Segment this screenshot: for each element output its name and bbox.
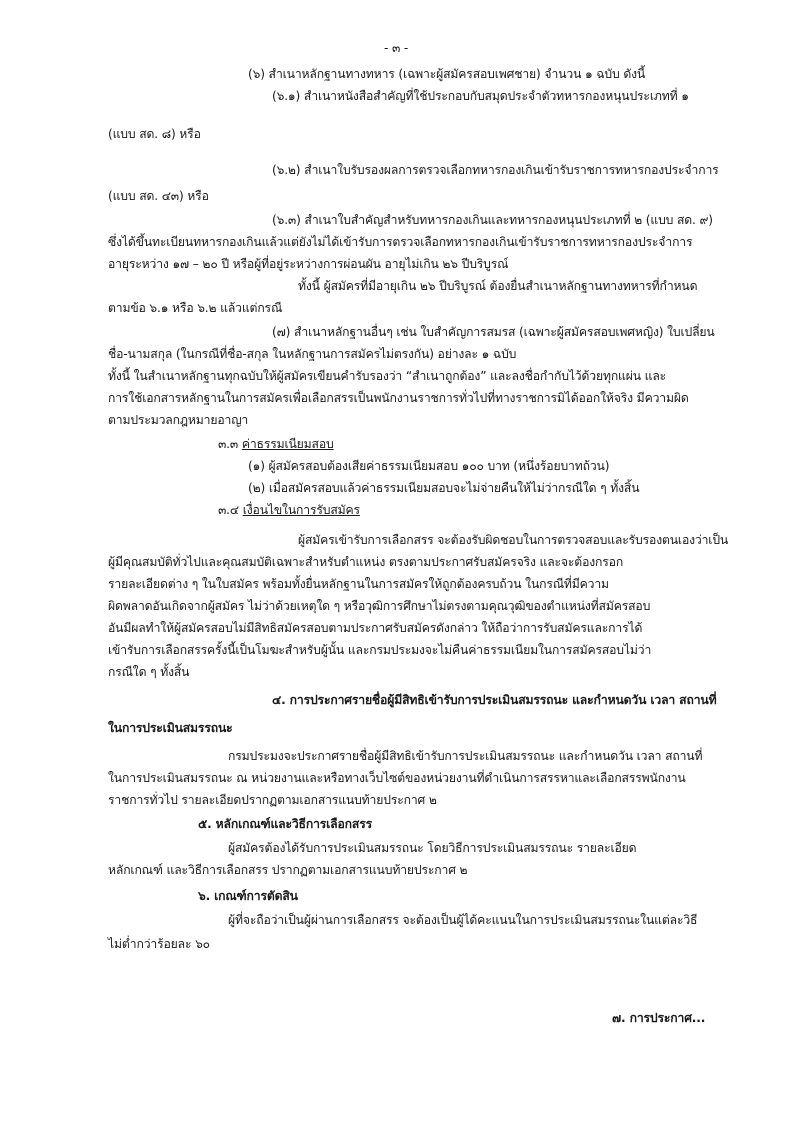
section-4-line-3: ราชการทั่วไป รายละเอียดปรากฏตามเอกสารแนบท้ายประกาศ ๒ bbox=[108, 793, 437, 807]
item-6-2: (๖.๒) สำเนาใบรับรองผลการตรวจเลือกทหารกองเกินเข้ารับราชการทหารกองประจำการ bbox=[272, 163, 719, 177]
section-4-heading-cont: ในการประเมินสมรรถนะ bbox=[108, 721, 233, 735]
note-line-2: การใช้เอกสารหลักฐานในการสมัครเพื่อเลือกสรรเป็นพนักงานราชการทั่วไปที่ทางราชการมิได้ออกให้จริง มีความผิด bbox=[108, 391, 689, 405]
item-6-3: (๖.๓) สำเนาใบสำคัญสำหรับทหารกองเกินและทหารกองหนุนประเภทที่ ๒ (แบบ สด. ๙) bbox=[272, 213, 713, 227]
section-3-4-number: ๓.๔ bbox=[218, 503, 239, 517]
conditions-line-6: เข้ารับการเลือกสรรครั้งนี้เป็นโมฆะสำหรับผู้นั้น และกรมประมงจะไม่คืนค่าธรรมเนียมในการสมัครสอบไม่ว่า bbox=[108, 643, 652, 657]
section-6-line-2: ไม่ต่ำกว่าร้อยละ ๖๐ bbox=[108, 937, 210, 951]
section-4-line-2: ในการประเมินสมรรถนะ ณ หน่วยงานและหรือทางเว็บไซต์ของหน่วยงานที่ดำเนินการสรรหาและเลือกสรรพนักงาน bbox=[108, 771, 686, 785]
section-4-heading: ๔. การประกาศรายชื่อผู้มีสิทธิเข้ารับการประเมินสมรรถนะ และกำหนดวัน เวลา สถานที่ bbox=[272, 693, 717, 707]
item-6-2-cont: (แบบ สด. ๔๓) หรือ bbox=[108, 189, 209, 203]
item-7-cont: ชื่อ-นามสกุล (ในกรณีที่ชื่อ-สกุล ในหลักฐานการสมัครไม่ตรงกัน) อย่างละ ๑ ฉบับ bbox=[108, 347, 517, 361]
section-3-3-title: ค่าธรรมเนียมสอบ bbox=[241, 437, 334, 451]
section-4-line-1: กรมประมงจะประกาศรายชื่อผู้มีสิทธิเข้ารับการประเมินสมรรถนะ และกำหนดวัน เวลา สถานที่ bbox=[228, 749, 703, 763]
continuation-marker: ๗. การประกาศ... bbox=[612, 1011, 706, 1025]
section-5-heading: ๕. หลักเกณฑ์และวิธีการเลือกสรร bbox=[198, 817, 372, 831]
item-6-note-cont: ตามข้อ ๖.๑ หรือ ๖.๒ แล้วแต่กรณี bbox=[108, 301, 283, 315]
item-7: (๗) สำเนาหลักฐานอื่นๆ เช่น ใบสำคัญการสมรส (เฉพาะผู้สมัครสอบเพศหญิง) ใบเปลี่ยน bbox=[272, 325, 715, 339]
page-number: - ๓ - bbox=[384, 41, 409, 55]
conditions-line-5: อันมีผลทำให้ผู้สมัครสอบไม่มีสิทธิสมัครสอบตามประกาศรับสมัครดังกล่าว ให้ถือว่าการรับสมัครและการได้ bbox=[108, 621, 643, 635]
item-6-note: ทั้งนี้ ผู้สมัครที่มีอายุเกิน ๒๖ ปีบริบูรณ์ ต้องยื่นสำเนาหลักฐานทางทหารที่กำหนด bbox=[298, 279, 698, 293]
conditions-line-3: รายละเอียดต่าง ๆ ในใบสมัคร พร้อมทั้งยื่นหลักฐานในการสมัครให้ถูกต้องครบถ้วน ในกรณีที่มีความ bbox=[108, 577, 609, 591]
section-3-4-title: เงื่อนไขในการรับสมัคร bbox=[242, 503, 360, 517]
note-line-1: ทั้งนี้ ในสำเนาหลักฐานทุกฉบับให้ผู้สมัครเขียนคำรับรองว่า “สำเนาถูกต้อง” และลงชื่อกำกับไว้ด้วยทุกแผ่น และ bbox=[108, 369, 667, 383]
fee-item-2: (๒) เมื่อสมัครสอบแล้วค่าธรรมเนียมสอบจะไม่จ่ายคืนให้ไม่ว่ากรณีใด ๆ ทั้งสิ้น bbox=[248, 481, 640, 495]
section-5-line-2: หลักเกณฑ์ และวิธีการเลือกสรร ปรากฏตามเอกสารแนบท้ายประกาศ ๒ bbox=[108, 863, 468, 877]
conditions-line-2: ผู้มีคุณสมบัติทั่วไปและคุณสมบัติเฉพาะสำหรับตำแหน่ง ตรงตามประกาศรับสมัครจริง และจะต้องกรอก bbox=[108, 555, 624, 569]
conditions-line-7: กรณีใด ๆ ทั้งสิ้น bbox=[108, 665, 190, 679]
section-5-line-1: ผู้สมัครต้องได้รับการประเมินสมรรถนะ โดยวิธีการประเมินสมรรถนะ รายละเอียด bbox=[228, 841, 637, 855]
note-line-3: ตามประมวลกฎหมายอาญา bbox=[108, 413, 249, 427]
section-3-3-heading bbox=[218, 436, 334, 452]
fee-item-1: (๑) ผู้สมัครสอบต้องเสียค่าธรรมเนียมสอบ ๑๐๐ บาท (หนึ่งร้อยบาทถ้วน) bbox=[248, 459, 610, 473]
item-6-1-cont: (แบบ สด. ๘) หรือ bbox=[108, 127, 201, 141]
section-6-line-1: ผู้ที่จะถือว่าเป็นผู้ผ่านการเลือกสรร จะต้องเป็นผู้ได้คะแนนในการประเมินสมรรถนะในแต่ละวิธี bbox=[228, 913, 698, 927]
conditions-line-4: ผิดพลาดอันเกิดจากผู้สมัคร ไม่ว่าด้วยเหตุใด ๆ หรือวุฒิการศึกษาไม่ตรงตามคุณวุฒิของตำแหน่งที่สมัครสอบ bbox=[108, 599, 651, 613]
item-6-1: (๖.๑) สำเนาหนังสือสำคัญที่ใช้ประกอบกับสมุดประจำตัวทหารกองหนุนประเภทที่ ๑ bbox=[272, 89, 689, 103]
conditions-line-1: ผู้สมัครเข้ารับการเลือกสรร จะต้องรับผิดชอบในการตรวจสอบและรับรองตนเองว่าเป็น bbox=[298, 533, 729, 547]
section-3-4-heading bbox=[218, 502, 360, 518]
item-6-3-cont-1: ซึ่งได้ขึ้นทะเบียนทหารกองเกินแล้วแต่ยังไม่ได้เข้ารับการตรวจเลือกทหารกองเกินเข้ารับราชการทหารกองประจำการ bbox=[108, 235, 693, 249]
section-3-3-number: ๓.๓ bbox=[218, 437, 239, 451]
section-6-heading: ๖. เกณฑ์การตัดสิน bbox=[198, 889, 298, 903]
item-6-3-cont-2: อายุระหว่าง ๑๗ – ๒๐ ปี หรือผู้ที่อยู่ระหว่างการผ่อนผัน อายุไม่เกิน ๒๖ ปีบริบูรณ์ bbox=[108, 257, 509, 271]
item-6: (๖) สำเนาหลักฐานทางทหาร (เฉพาะผู้สมัครสอบเพศชาย) จำนวน ๑ ฉบับ ดังนี้ bbox=[248, 67, 646, 81]
